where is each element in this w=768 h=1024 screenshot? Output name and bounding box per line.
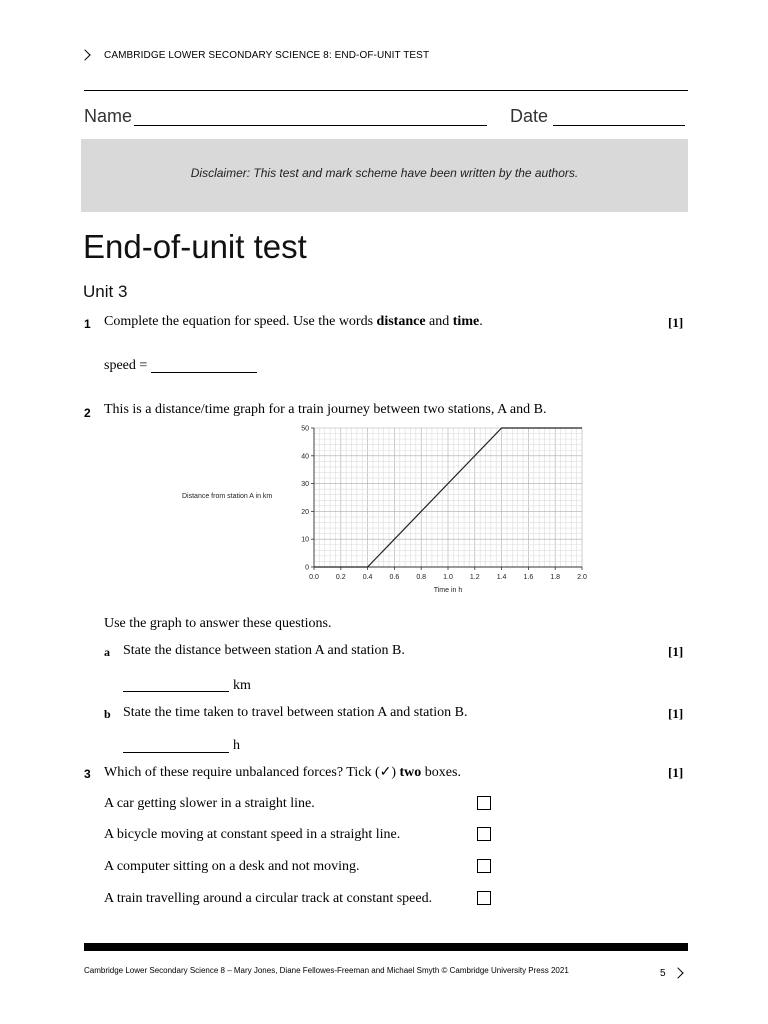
- x-tick-label: 1.6: [523, 574, 534, 581]
- x-tick-label: 1.4: [496, 574, 507, 581]
- q1-text-mid: and: [425, 314, 453, 329]
- x-tick-label: 0.4: [362, 574, 373, 581]
- q2-use-graph: Use the graph to answer these questions.: [104, 616, 332, 631]
- q3-checkbox-4[interactable]: [477, 891, 491, 905]
- q1-answer-field[interactable]: [151, 372, 257, 373]
- q2b-answer-field[interactable]: [123, 752, 229, 753]
- q2a-letter: a: [104, 645, 110, 659]
- q2a-answer-field[interactable]: [123, 691, 229, 692]
- x-tick-label: 0.6: [389, 574, 400, 581]
- x-tick-label: 1.8: [550, 574, 561, 581]
- q1-text-post: .: [479, 314, 483, 329]
- q3-text-pre: Which of these require unbalanced forces? Tick (✓): [104, 765, 400, 780]
- page-title: End-of-unit test: [83, 228, 307, 265]
- distance-time-chart: [290, 420, 600, 598]
- footer-bar: [84, 943, 688, 951]
- chart-y-axis-label: Distance from station A in km: [182, 493, 273, 500]
- x-tick-label: 0.0: [309, 574, 319, 581]
- q3-bold-two: two: [399, 765, 422, 780]
- x-tick-label: 1.0: [443, 574, 453, 581]
- q3-option-4: A train travelling around a circular track at constant speed.: [104, 891, 433, 906]
- q3-option-3: A computer sitting on a desk and not moving.: [104, 859, 360, 874]
- q3-checkbox-1[interactable]: [477, 796, 491, 810]
- x-axis-label: Time in h: [433, 587, 463, 594]
- chevron-right-icon: [79, 49, 90, 60]
- y-tick-label: 40: [301, 453, 309, 461]
- y-tick-label: 20: [301, 508, 309, 516]
- q1-bold-distance: distance: [376, 314, 426, 329]
- q3-text: [104, 764, 461, 781]
- q3-checkbox-2[interactable]: [477, 827, 491, 841]
- chevron-right-icon: [672, 967, 683, 978]
- q2b-unit: h: [233, 738, 240, 753]
- name-label: Name: [84, 106, 133, 126]
- q3-text-post: boxes.: [421, 765, 461, 780]
- q3-number: 3: [84, 767, 91, 781]
- q1-answer-label: speed =: [104, 358, 148, 373]
- q2a-mark: [1]: [668, 644, 684, 659]
- q2b-text: State the time taken to travel between station A and station B.: [123, 705, 468, 720]
- q1-text: [104, 314, 483, 330]
- x-tick-label: 0.2: [335, 574, 346, 581]
- q1-text-pre: Complete the equation for speed. Use the words: [104, 314, 377, 329]
- q2b-letter: b: [104, 707, 111, 721]
- q3-option-2: A bicycle moving at constant speed in a straight line.: [104, 827, 401, 842]
- date-field[interactable]: [553, 125, 685, 126]
- y-tick-label: 50: [301, 425, 309, 433]
- y-tick-label: 0: [305, 564, 309, 572]
- q3-checkbox-3[interactable]: [477, 859, 491, 873]
- x-tick-label: 2.0: [577, 574, 587, 581]
- q1-mark: [1]: [668, 315, 684, 330]
- q2-number: 2: [84, 406, 91, 420]
- q2a-unit: km: [233, 678, 251, 693]
- q2a-text: State the distance between station A and station B.: [123, 643, 405, 658]
- q1-number: 1: [84, 317, 91, 331]
- q1-bold-time: time: [452, 314, 480, 329]
- page-number: 5: [660, 968, 666, 979]
- y-tick-label: 30: [301, 481, 309, 489]
- y-tick-label: 10: [301, 536, 309, 544]
- q3-option-1: A car getting slower in a straight line.: [104, 796, 315, 811]
- name-field[interactable]: [134, 125, 487, 126]
- date-label: Date: [510, 106, 549, 126]
- footer-credit: Cambridge Lower Secondary Science 8 – Mary Jones, Diane Fellowes-Freeman and Michael Smyth © Cambridge University Press 2021: [84, 966, 569, 975]
- q2b-mark: [1]: [668, 706, 684, 721]
- unit-heading: Unit 3: [83, 282, 128, 301]
- q2-text: This is a distance/time graph for a train journey between two stations, A and B.: [104, 402, 547, 417]
- q3-mark: [1]: [668, 765, 684, 780]
- header-rule: [84, 90, 688, 91]
- running-header: CAMBRIDGE LOWER SECONDARY SCIENCE 8: END-OF-UNIT TEST: [104, 50, 430, 61]
- x-tick-label: 1.2: [469, 574, 480, 581]
- disclaimer-text: Disclaimer: This test and mark scheme have been written by the authors.: [190, 166, 579, 180]
- x-tick-label: 0.8: [416, 574, 427, 581]
